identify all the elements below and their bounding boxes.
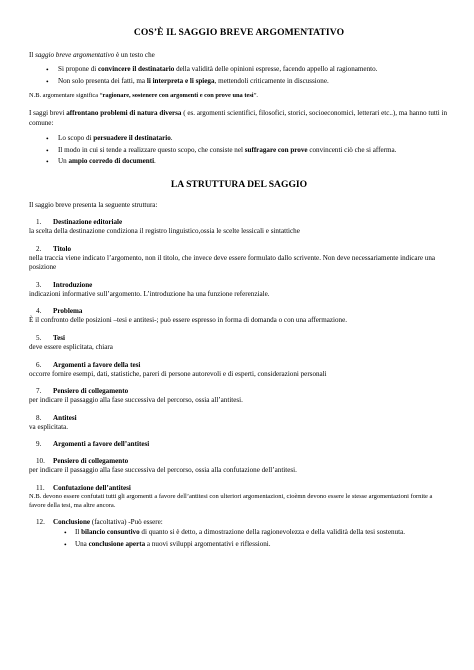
section-number: 10. <box>36 457 45 466</box>
section-heading <box>29 439 449 449</box>
section-number: 1. <box>36 217 42 226</box>
section-heading <box>29 483 449 493</box>
page-content <box>29 27 449 554</box>
section-description: N.B. devono essere confutati tutti gli argomenti a favore dell’antitesi con ulteriori argomentazioni, cioèmn devono essere le stesse argomentazioni fornite a favore della tesi, ma altre ancora. <box>29 492 433 509</box>
bullet-icon: • <box>46 134 49 144</box>
list-item-text: Il <box>75 528 82 537</box>
nb-note-text: N.B. argomentare significa “ <box>29 92 103 100</box>
list-item-bold: suffragare con prove <box>244 145 308 154</box>
list-item <box>29 146 449 156</box>
section-number: 3. <box>36 280 42 289</box>
list-item-text: Il modo in cui si tende a realizzare questo scopo, che consiste nel <box>58 145 245 154</box>
section-title: Conclusione <box>53 518 91 527</box>
section-number: 5. <box>36 333 42 342</box>
list-item-text: Una <box>75 539 89 548</box>
structure-section <box>29 483 449 510</box>
list-item <box>29 528 449 538</box>
section-description: occorre fornire esempi, dati, statistiche, pareri di persone autorevoli e di esperti, considerazioni personali <box>29 369 327 378</box>
section-title: Argomenti a favore della tesi <box>53 360 141 369</box>
structure-section <box>29 413 449 433</box>
section-title: Antitesi <box>53 413 77 422</box>
section-description: per indicare il passaggio alla fase successiva del percorso, ossia alla confutazione dell’antitesi. <box>29 466 297 475</box>
list-item-text: Un <box>58 157 69 166</box>
section-heading <box>29 333 449 343</box>
list-item-bold: persuadere il destinatario <box>93 134 171 143</box>
section-heading <box>29 517 449 527</box>
intro-paragraph <box>29 50 449 60</box>
structure-section <box>29 280 449 300</box>
section-description: deve essere esplicitata, chiara <box>29 342 113 351</box>
bullet-icon: • <box>46 157 49 167</box>
structure-section <box>29 333 449 353</box>
section-description: indicazioni informative sull’argomento. L’introduzione ha una funzione referenziale. <box>29 289 270 298</box>
structure-heading: LA STRUTTURA DEL SAGGIO <box>170 178 308 190</box>
section-title: Titolo <box>53 244 72 253</box>
section-title: Introduzione <box>53 280 93 289</box>
bullet-icon: • <box>64 539 67 549</box>
structure-section <box>29 386 449 406</box>
list-item-text-end: , mettendoli criticamente in discussione. <box>214 76 329 85</box>
structure-section <box>29 217 449 237</box>
section-description: nella traccia viene indicato l’argomento, non il titolo, che invece deve essere formulato dallo scrivente. Non deve necessariamente indicare una posizione <box>29 253 436 272</box>
bullet-icon: • <box>46 76 49 86</box>
section-heading <box>29 456 449 466</box>
section-title: Argomenti a favore dell’antitesi <box>53 440 150 449</box>
list-item-text-end: . <box>154 157 156 166</box>
section-description: la scelta della destinazione condiziona il registro linguistico,ossia le scelte lessicali e sintattiche <box>29 226 300 235</box>
section-title: Tesi <box>53 333 65 342</box>
section-heading <box>29 217 449 227</box>
section-number: 9. <box>36 440 42 449</box>
structure-section-list <box>29 217 449 549</box>
section-number: 12. <box>36 518 45 527</box>
section-number: 4. <box>36 307 42 316</box>
paragraph-bold: affrontano problemi di natura diversa <box>66 109 182 118</box>
list-item-bold: li interpreta e li spiega <box>146 76 215 85</box>
section-title-suffix: (facoltativa) -Può essere: <box>90 518 163 527</box>
list-item <box>29 157 449 167</box>
list-item-bold: bilancio consuntivo <box>81 528 140 537</box>
list-item-bold: conclusione aperta <box>88 539 146 548</box>
section-title: Pensiero di collegamento <box>53 457 129 466</box>
section-number: 6. <box>36 360 42 369</box>
intro-text-end: è un testo che <box>114 51 155 59</box>
structure-section <box>29 439 449 449</box>
structure-section <box>29 244 449 273</box>
paragraph-text-end: ( es. argomenti scientifici, filosofici, storici, socioeconomici, letterari etc..), ma hanno tutti in comune: <box>29 109 448 128</box>
section-heading <box>29 306 449 316</box>
section-title: Pensiero di collegamento <box>53 387 129 396</box>
section-heading <box>29 413 449 423</box>
nb-note-bold: ragionare, sostenere con argomenti e con prove una tesi <box>102 92 254 100</box>
section-title: Destinazione editoriale <box>53 217 123 226</box>
section-number: 2. <box>36 244 42 253</box>
section-description: È il confronto delle posizioni –tesi e antitesi-; può essere espresso in forma di domanda o con una affermazione. <box>29 316 348 325</box>
section-number: 11. <box>36 483 45 492</box>
structure-section <box>29 517 449 549</box>
bullet-icon: • <box>46 145 49 155</box>
bullet-icon: • <box>46 65 49 74</box>
list-item <box>29 540 449 550</box>
section-heading <box>29 360 449 370</box>
list-item-text: Non solo presenta dei fatti, ma <box>58 76 147 85</box>
list-item-text-end: a nuovi sviluppi argomentativi e riflessioni. <box>145 539 271 548</box>
intro-bullet-list <box>29 65 449 86</box>
list-item-text-end: di quanto si è detto, a dimostrazione della ragionevolezza e della validità della tesi sostenuta. <box>139 528 405 537</box>
section-heading <box>29 386 449 396</box>
document-title: COS’È IL SAGGIO BREVE ARGOMENTATIVO <box>133 27 345 38</box>
intro-text: Il <box>29 51 36 59</box>
section-heading <box>29 244 449 254</box>
list-item-text-end: . <box>170 134 173 143</box>
list-item <box>29 77 449 87</box>
section-title: Confutazione dell’antitesi <box>53 483 131 492</box>
section-description: per indicare il passaggio alla fase successiva del percorso, ossia all’antitesi. <box>29 396 243 405</box>
section-bullet-list <box>29 528 449 549</box>
list-item <box>29 134 449 144</box>
section-number: 7. <box>36 387 42 396</box>
nb-note <box>29 91 449 100</box>
section-number: 8. <box>36 413 42 422</box>
list-item <box>29 65 449 75</box>
list-item-text: Lo scopo di <box>58 134 94 143</box>
common-traits-paragraph <box>29 108 449 128</box>
intro-italic-text: saggio breve argomentativo <box>35 51 115 59</box>
bullet-icon: • <box>64 528 67 538</box>
paragraph-text: I saggi brevi <box>29 109 67 118</box>
structure-section <box>29 456 449 476</box>
common-traits-bullet-list <box>29 134 449 167</box>
list-item-bold: convincere il destinatario <box>98 65 175 73</box>
section-title: Problema <box>53 307 83 316</box>
section-heading <box>29 280 449 290</box>
nb-note-end: ”. <box>253 92 259 100</box>
structure-section <box>29 306 449 326</box>
list-item-text: Si propone di <box>58 65 98 73</box>
structure-intro: Il saggio breve presenta la seguente struttura: <box>29 200 158 209</box>
structure-section <box>29 360 449 380</box>
list-item-text-end: convincenti ciò che si afferma. <box>307 145 397 154</box>
section-description: va esplicitata. <box>29 422 68 431</box>
list-item-bold: ampio corredo di documenti <box>68 157 155 166</box>
list-item-text-end: della validità delle opinioni espresse, facendo appello al ragionamento. <box>174 65 378 73</box>
